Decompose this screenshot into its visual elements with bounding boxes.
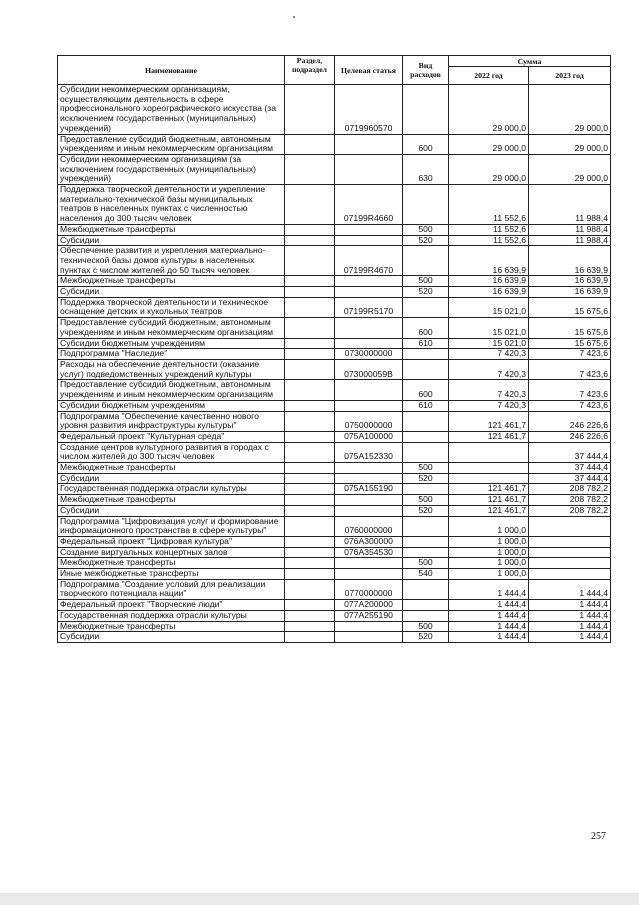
cell-section — [285, 318, 335, 338]
cell-type: 520 — [403, 632, 449, 643]
cell-name: Субсидии — [58, 287, 285, 298]
cell-type: 540 — [403, 569, 449, 580]
cell-target — [335, 473, 403, 484]
cell-2023: 37 444,4 — [529, 473, 611, 484]
cell-target: 073000059В — [335, 359, 403, 379]
cell-2023 — [529, 536, 611, 547]
cell-target: 075A152330 — [335, 442, 403, 462]
cell-type: 600 — [403, 318, 449, 338]
cell-2022: 11 552,6 — [449, 224, 529, 235]
table-row — [58, 558, 611, 569]
table-row — [58, 547, 611, 558]
cell-type: 500 — [403, 558, 449, 569]
table-row — [58, 154, 611, 184]
cell-target — [335, 632, 403, 643]
cell-2023: 11 988,4 — [529, 185, 611, 225]
cell-2022: 11 552,6 — [449, 185, 529, 225]
table-row — [58, 610, 611, 621]
cell-type — [403, 600, 449, 611]
cell-2022 — [449, 463, 529, 474]
cell-2023: 7 423,6 — [529, 400, 611, 411]
cell-type — [403, 359, 449, 379]
cell-name: Обеспечение развития и укрепления материально-технической базы домов культуры в населенных пунктах с числом жителей до 50 тысяч человек — [58, 246, 285, 276]
cell-name: Субсидии — [58, 505, 285, 516]
cell-name: Расходы на обеспечение деятельности (оказание услуг) подведомственных учреждений культуры — [58, 359, 285, 379]
cell-section — [285, 547, 335, 558]
table-row — [58, 505, 611, 516]
table-row — [58, 600, 611, 611]
cell-section — [285, 431, 335, 442]
header-target: Целевая статья — [335, 56, 403, 85]
cell-2022: 1 444,4 — [449, 621, 529, 632]
cell-name: Предоставление субсидий бюджетным, автономным учреждениям и иным некоммерческим организациям — [58, 380, 285, 400]
cell-2023: 1 444,4 — [529, 579, 611, 599]
header-type: Вид расходов — [403, 56, 449, 85]
cell-type: 600 — [403, 380, 449, 400]
cell-2023: 37 444,4 — [529, 442, 611, 462]
table-row — [58, 579, 611, 599]
cell-2023: 1 444,4 — [529, 621, 611, 632]
cell-section — [285, 569, 335, 580]
cell-target — [335, 558, 403, 569]
cell-type: 520 — [403, 235, 449, 246]
cell-2022: 1 000,0 — [449, 536, 529, 547]
cell-2023 — [529, 558, 611, 569]
cell-type: 520 — [403, 505, 449, 516]
cell-target — [335, 400, 403, 411]
cell-target: 0730000000 — [335, 349, 403, 360]
cell-section — [285, 495, 335, 506]
cell-2022: 16 639,9 — [449, 246, 529, 276]
cell-section — [285, 297, 335, 317]
cell-name: Межбюджетные трансферты — [58, 558, 285, 569]
cell-section — [285, 380, 335, 400]
cell-2023: 208 782,2 — [529, 495, 611, 506]
cell-2022: 7 420,3 — [449, 380, 529, 400]
cell-2023: 16 639,9 — [529, 276, 611, 287]
cell-name: Государственная поддержка отрасли культуры — [58, 484, 285, 495]
cell-target: 075A100000 — [335, 431, 403, 442]
cell-2022: 121 461,7 — [449, 431, 529, 442]
cell-name: Субсидии некоммерческим организациям, осуществляющим деятельность в сфере профессионального хореографического искусства (за исключением государственных (муниципальных) учреждений) — [58, 85, 285, 135]
cell-2022: 1 444,4 — [449, 632, 529, 643]
header-year-2023: 2023 год — [529, 67, 611, 85]
cell-2023 — [529, 547, 611, 558]
cell-2022: 29 000,0 — [449, 154, 529, 184]
cell-type — [403, 536, 449, 547]
cell-section — [285, 516, 335, 536]
cell-type — [403, 610, 449, 621]
cell-name: Межбюджетные трансферты — [58, 276, 285, 287]
cell-target — [335, 224, 403, 235]
cell-section — [285, 632, 335, 643]
cell-target — [335, 495, 403, 506]
cell-section — [285, 484, 335, 495]
table-row — [58, 185, 611, 225]
table-row — [58, 380, 611, 400]
cell-2022: 15 021,0 — [449, 318, 529, 338]
cell-type — [403, 442, 449, 462]
table-row — [58, 276, 611, 287]
cell-target: 076A300000 — [335, 536, 403, 547]
cell-type: 610 — [403, 338, 449, 349]
cell-target — [335, 621, 403, 632]
cell-section — [285, 287, 335, 298]
page-number: 257 — [591, 831, 606, 842]
table-row — [58, 536, 611, 547]
cell-target: 07199R4660 — [335, 185, 403, 225]
cell-type: 500 — [403, 276, 449, 287]
cell-name: Федеральный проект "Культурная среда" — [58, 431, 285, 442]
cell-section — [285, 558, 335, 569]
header-year-2022: 2022 год — [449, 67, 529, 85]
table-row — [58, 442, 611, 462]
cell-2023: 16 639,9 — [529, 246, 611, 276]
cell-2022: 1 000,0 — [449, 558, 529, 569]
cell-section — [285, 134, 335, 154]
cell-name: Предоставление субсидий бюджетным, автономным учреждениям и иным некоммерческим организациям — [58, 318, 285, 338]
cell-name: Подпрограмма "Обеспечение качественно нового уровня развития инфраструктуры культуры" — [58, 411, 285, 431]
cell-name: Межбюджетные трансферты — [58, 463, 285, 474]
cell-target — [335, 318, 403, 338]
scan-dot — [293, 16, 295, 18]
cell-name: Субсидии бюджетным учреждениям — [58, 400, 285, 411]
cell-section — [285, 411, 335, 431]
cell-type: 520 — [403, 287, 449, 298]
cell-name: Иные межбюджетные трансферты — [58, 569, 285, 580]
cell-type — [403, 431, 449, 442]
header-name: Наименование — [58, 56, 285, 85]
cell-2022: 15 021,0 — [449, 338, 529, 349]
cell-section — [285, 610, 335, 621]
cell-2023: 7 423,6 — [529, 349, 611, 360]
table-row — [58, 224, 611, 235]
cell-2023: 1 444,4 — [529, 610, 611, 621]
table-row — [58, 463, 611, 474]
cell-2023: 29 000,0 — [529, 154, 611, 184]
cell-2023: 37 444,4 — [529, 463, 611, 474]
cell-target: 07199R4670 — [335, 246, 403, 276]
cell-type — [403, 411, 449, 431]
cell-type: 500 — [403, 463, 449, 474]
cell-section — [285, 473, 335, 484]
table-row — [58, 246, 611, 276]
cell-2022: 16 639,9 — [449, 287, 529, 298]
cell-type — [403, 516, 449, 536]
table-row — [58, 569, 611, 580]
table-header — [58, 56, 611, 85]
cell-section — [285, 400, 335, 411]
cell-section — [285, 246, 335, 276]
cell-2022: 7 420,3 — [449, 400, 529, 411]
table-row — [58, 484, 611, 495]
cell-target — [335, 463, 403, 474]
table-row — [58, 134, 611, 154]
cell-section — [285, 579, 335, 599]
cell-section — [285, 359, 335, 379]
cell-name: Межбюджетные трансферты — [58, 224, 285, 235]
cell-name: Государственная поддержка отрасли культуры — [58, 610, 285, 621]
cell-section — [285, 235, 335, 246]
cell-name: Предоставление субсидий бюджетным, автономным учреждениям и иным некоммерческим организациям — [58, 134, 285, 154]
cell-type: 500 — [403, 621, 449, 632]
cell-name: Подпрограмма "Создание условий для реализации творческого потенциала нации" — [58, 579, 285, 599]
cell-2022: 121 461,7 — [449, 505, 529, 516]
cell-target — [335, 235, 403, 246]
table-row — [58, 431, 611, 442]
cell-2023 — [529, 569, 611, 580]
cell-target: 075A155190 — [335, 484, 403, 495]
cell-section — [285, 224, 335, 235]
cell-2022: 1 000,0 — [449, 569, 529, 580]
cell-2022: 29 000,0 — [449, 134, 529, 154]
viewer-bottom-bar — [0, 893, 639, 905]
cell-section — [285, 463, 335, 474]
cell-type — [403, 484, 449, 495]
cell-2023: 7 423,6 — [529, 359, 611, 379]
cell-name: Поддержка творческой деятельности и техническое оснащение детских и кукольных театров — [58, 297, 285, 317]
cell-2022: 121 461,7 — [449, 411, 529, 431]
table-row — [58, 235, 611, 246]
table-row — [58, 632, 611, 643]
cell-name: Субсидии — [58, 235, 285, 246]
cell-2023: 15 675,6 — [529, 318, 611, 338]
cell-2023: 1 444,4 — [529, 632, 611, 643]
table-row — [58, 318, 611, 338]
table-row — [58, 85, 611, 135]
cell-name: Субсидии — [58, 632, 285, 643]
cell-name: Поддержка творческой деятельности и укрепление материально-технической базы муниципальных театров в населенных пунктах с численностью населения до 300 тысяч человек — [58, 185, 285, 225]
cell-2023 — [529, 516, 611, 536]
cell-2023: 246 226,6 — [529, 431, 611, 442]
cell-section — [285, 276, 335, 287]
cell-2022: 121 461,7 — [449, 484, 529, 495]
table-row — [58, 411, 611, 431]
cell-2022: 121 461,7 — [449, 495, 529, 506]
cell-type — [403, 297, 449, 317]
cell-target — [335, 134, 403, 154]
cell-name: Субсидии — [58, 473, 285, 484]
table-row — [58, 473, 611, 484]
cell-2023: 246 226,6 — [529, 411, 611, 431]
cell-2022: 7 420,3 — [449, 349, 529, 360]
cell-2022: 16 639,9 — [449, 276, 529, 287]
cell-name: Создание виртуальных концертных залов — [58, 547, 285, 558]
header-section: Раздел, подраздел — [285, 56, 335, 85]
cell-type: 610 — [403, 400, 449, 411]
table-row — [58, 359, 611, 379]
cell-2022 — [449, 473, 529, 484]
cell-name: Субсидии некоммерческим организациям (за исключением государственных (муниципальных) учреждений) — [58, 154, 285, 184]
cell-2023: 16 639,9 — [529, 287, 611, 298]
table-row — [58, 495, 611, 506]
table-row — [58, 287, 611, 298]
cell-target: 07199R5170 — [335, 297, 403, 317]
cell-2022: 7 420,3 — [449, 359, 529, 379]
cell-type — [403, 85, 449, 135]
cell-2023: 208 782,2 — [529, 505, 611, 516]
table-row — [58, 297, 611, 317]
cell-target: 0760000000 — [335, 516, 403, 536]
cell-type: 600 — [403, 134, 449, 154]
cell-2022 — [449, 442, 529, 462]
cell-section — [285, 621, 335, 632]
cell-name: Межбюджетные трансферты — [58, 621, 285, 632]
cell-type: 500 — [403, 495, 449, 506]
table-body — [58, 85, 611, 643]
cell-section — [285, 185, 335, 225]
budget-table — [57, 55, 611, 643]
cell-target: 0719960570 — [335, 85, 403, 135]
table-row — [58, 349, 611, 360]
cell-target: 077A200000 — [335, 600, 403, 611]
cell-type — [403, 349, 449, 360]
cell-2023: 11 988,4 — [529, 224, 611, 235]
cell-2023: 15 675,6 — [529, 338, 611, 349]
cell-target — [335, 154, 403, 184]
cell-type — [403, 185, 449, 225]
cell-name: Подпрограмма "Цифровизация услуг и формирование информационного пространства в сфере культуры" — [58, 516, 285, 536]
cell-2023: 29 000,0 — [529, 134, 611, 154]
cell-section — [285, 442, 335, 462]
cell-2022: 11 552,6 — [449, 235, 529, 246]
cell-section — [285, 600, 335, 611]
cell-2022: 1 000,0 — [449, 516, 529, 536]
cell-target — [335, 276, 403, 287]
cell-section — [285, 85, 335, 135]
cell-name: Федеральный проект "Творческие люди" — [58, 600, 285, 611]
cell-type — [403, 579, 449, 599]
cell-target — [335, 287, 403, 298]
cell-2023: 15 675,6 — [529, 297, 611, 317]
cell-target: 0750000000 — [335, 411, 403, 431]
cell-2022: 29 000,0 — [449, 85, 529, 135]
cell-2023: 7 423,6 — [529, 380, 611, 400]
cell-section — [285, 154, 335, 184]
cell-2023: 1 444,4 — [529, 600, 611, 611]
cell-type: 520 — [403, 473, 449, 484]
cell-2022: 1 444,4 — [449, 579, 529, 599]
cell-name: Создание центров культурного развития в городах с числом жителей до 300 тысяч человек — [58, 442, 285, 462]
cell-2022: 1 000,0 — [449, 547, 529, 558]
cell-target: 0770000000 — [335, 579, 403, 599]
table-row — [58, 400, 611, 411]
cell-target — [335, 380, 403, 400]
cell-target — [335, 338, 403, 349]
cell-type — [403, 246, 449, 276]
cell-type: 630 — [403, 154, 449, 184]
cell-section — [285, 349, 335, 360]
cell-target — [335, 569, 403, 580]
header-sum: Сумма — [449, 56, 611, 67]
cell-type: 500 — [403, 224, 449, 235]
cell-target: 077A255190 — [335, 610, 403, 621]
cell-2023: 11 988,4 — [529, 235, 611, 246]
table-row — [58, 621, 611, 632]
cell-2023: 208 782,2 — [529, 484, 611, 495]
cell-name: Субсидии бюджетным учреждениям — [58, 338, 285, 349]
cell-type — [403, 547, 449, 558]
cell-name: Подпрограмма "Наследие" — [58, 349, 285, 360]
cell-section — [285, 338, 335, 349]
table-row — [58, 338, 611, 349]
cell-section — [285, 536, 335, 547]
cell-name: Федеральный проект "Цифровая культура" — [58, 536, 285, 547]
cell-2022: 15 021,0 — [449, 297, 529, 317]
cell-2023: 29 000,0 — [529, 85, 611, 135]
cell-2022: 1 444,4 — [449, 600, 529, 611]
cell-target — [335, 505, 403, 516]
cell-section — [285, 505, 335, 516]
table-row — [58, 516, 611, 536]
cell-target: 076A354530 — [335, 547, 403, 558]
cell-name: Межбюджетные трансферты — [58, 495, 285, 506]
cell-2022: 1 444,4 — [449, 610, 529, 621]
